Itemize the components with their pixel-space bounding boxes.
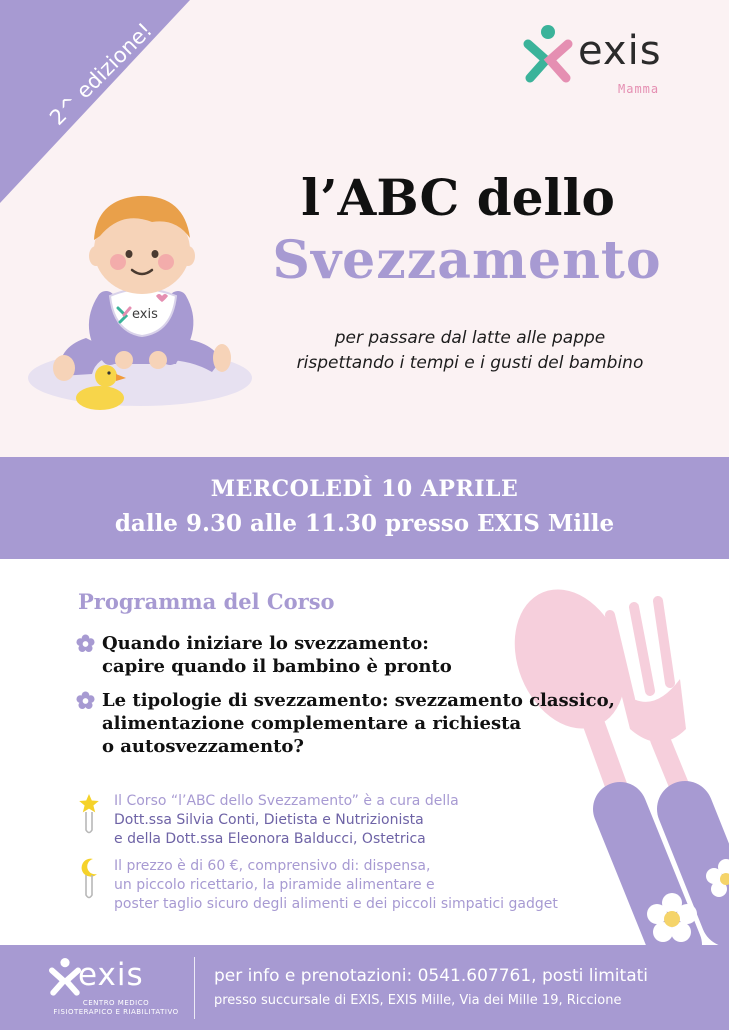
program-title: Programma del Corso	[78, 589, 335, 614]
note-line: Dott.ssa Silvia Conti, Dietista e Nutrizionista	[114, 812, 424, 828]
exis-mamma-logo[interactable]	[522, 24, 692, 100]
flower-bullet-icon	[76, 634, 95, 653]
topic-line: capire quando il bambino è pronto	[102, 656, 452, 677]
footer-brand-sub	[48, 999, 184, 1017]
footer	[0, 945, 729, 1030]
topic-line: Le tipologie di svezzamento: svezzamento classico,	[102, 690, 615, 711]
moon-pin-icon	[76, 857, 102, 901]
event-date-band	[0, 457, 729, 559]
star-pin-icon	[76, 792, 102, 836]
exis-logo-icon	[48, 957, 82, 997]
bib-brand: exis	[132, 307, 158, 322]
topic-line: alimentazione complementare a richiesta	[102, 713, 522, 734]
note-line: Il Corso “l’ABC dello Svezzamento” è a cura della	[114, 793, 459, 809]
brand-name: exis	[578, 28, 662, 74]
note-line: un piccolo ricettario, la piramide alimentare e	[114, 877, 435, 893]
footer-divider	[194, 957, 195, 1019]
event-date: MERCOLEDÌ 10 APRILE	[210, 476, 519, 502]
flower-bullet-icon	[76, 691, 95, 710]
curator-text	[114, 792, 594, 849]
contact-info: per info e prenotazioni: 0541.607761, posti limitati	[214, 966, 649, 986]
note-line: e della Dott.ssa Eleonora Balducci, Ostetrica	[114, 831, 426, 847]
edition-label: 2^ edizione!	[45, 18, 157, 130]
subtitle-line2: rispettando i tempi e i gusti del bambino	[296, 353, 644, 373]
title-line2: Svezzamento	[272, 230, 662, 291]
header-section	[0, 0, 729, 457]
baby-illustration	[26, 188, 266, 418]
subtitle	[270, 326, 670, 376]
footer-brand: exis	[78, 957, 144, 993]
exis-logo-icon	[522, 24, 574, 84]
brand-sub: Mamma	[618, 82, 660, 96]
price-text	[114, 857, 594, 914]
subtitle-line1: per passare dal latte alle pappe	[334, 328, 606, 348]
note-line: Il prezzo è di 60 €, comprensivo di: dispensa,	[114, 858, 431, 874]
topic-text	[102, 632, 672, 678]
exis-centro-medico-logo[interactable]	[48, 955, 184, 1023]
event-time-location: dalle 9.30 alle 11.30 presso EXIS Mille	[114, 510, 615, 537]
footer-brand-sub-line: FISIOTERAPICO E RIABILITATIVO	[53, 1008, 179, 1016]
topic-line: Quando iniziare lo svezzamento:	[102, 633, 429, 654]
topic-text	[102, 689, 672, 758]
title-line1: l’ABC dello	[301, 168, 615, 227]
address: presso succursale di EXIS, EXIS Mille, Via dei Mille 19, Riccione	[214, 993, 622, 1008]
footer-brand-sub-line: CENTRO MEDICO	[82, 999, 150, 1007]
note-line: poster taglio sicuro degli alimenti e dei piccoli simpatici gadget	[114, 896, 558, 912]
topic-line: o autosvezzamento?	[102, 736, 304, 757]
